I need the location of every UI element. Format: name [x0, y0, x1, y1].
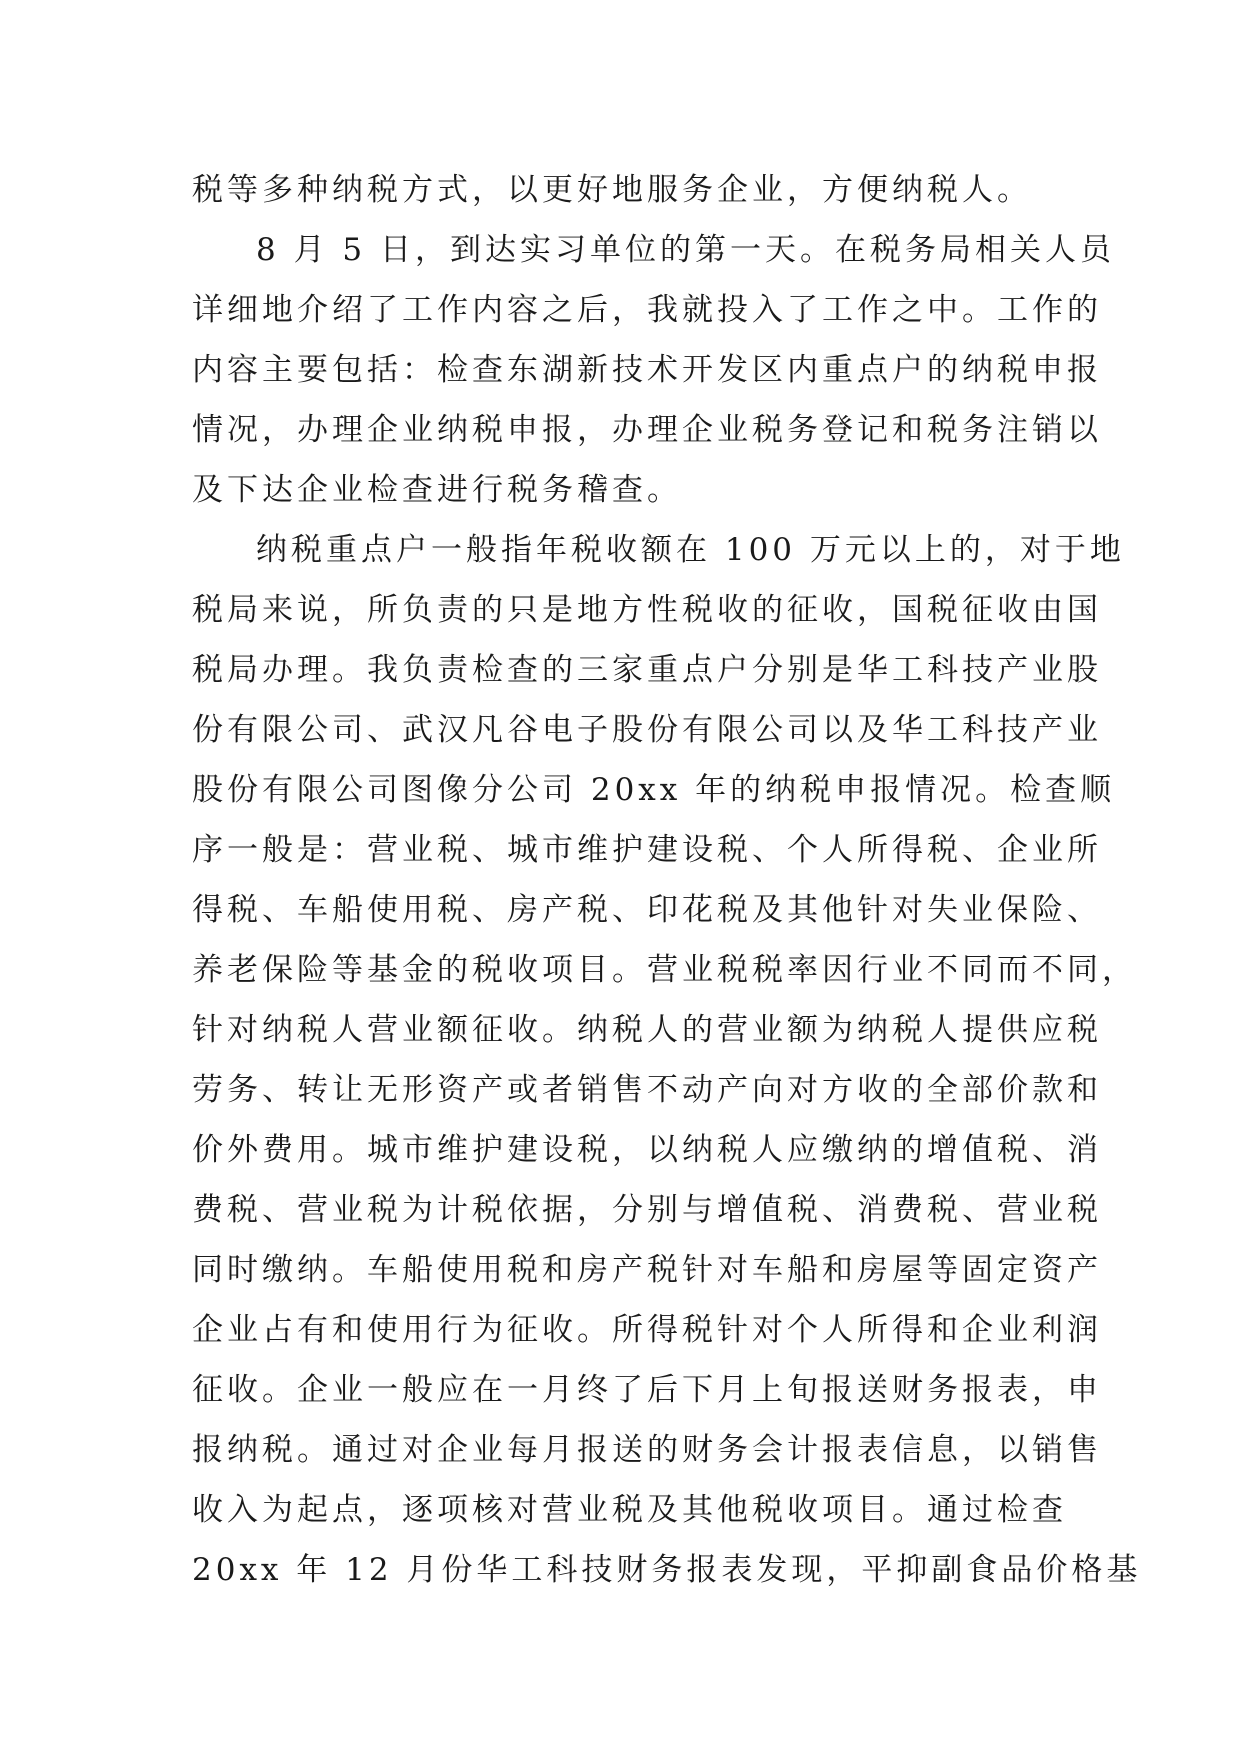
paragraph-line: 股份有限公司图像分公司 20xx 年的纳税申报情况。检查顺 [192, 772, 1116, 808]
paragraph-line: 得税、车船使用税、房产税、印花税及其他针对失业保险、 [192, 892, 1102, 928]
paragraph-line: 内容主要包括：检查东湖新技术开发区内重点户的纳税申报 [192, 352, 1102, 388]
paragraph-line: 报纳税。通过对企业每月报送的财务会计报表信息，以销售 [192, 1432, 1102, 1468]
paragraph-line: 价外费用。城市维护建设税，以纳税人应缴纳的增值税、消 [192, 1132, 1102, 1168]
paragraph-line: 详细地介绍了工作内容之后，我就投入了工作之中。工作的 [192, 292, 1102, 328]
paragraph-line: 针对纳税人营业额征收。纳税人的营业额为纳税人提供应税 [192, 1012, 1102, 1048]
document-body [192, 160, 1142, 1600]
paragraph-line: 纳税重点户一般指年税收额在 100 万元以上的，对于地 [256, 532, 1125, 568]
paragraph-line: 及下达企业检查进行税务稽查。 [192, 472, 682, 508]
paragraph-line: 劳务、转让无形资产或者销售不动产向对方收的全部价款和 [192, 1072, 1102, 1108]
paragraph-line: 征收。企业一般应在一月终了后下月上旬报送财务报表，申 [192, 1372, 1102, 1408]
paragraph-line: 8 月 5 日，到达实习单位的第一天。在税务局相关人员 [256, 232, 1116, 268]
paragraph-line: 税等多种纳税方式，以更好地服务企业，方便纳税人。 [192, 172, 1032, 208]
paragraph-line: 企业占有和使用行为征收。所得税针对个人所得和企业利润 [192, 1312, 1102, 1348]
paragraph-line: 费税、营业税为计税依据，分别与增值税、消费税、营业税 [192, 1192, 1102, 1228]
paragraph-line: 税局来说，所负责的只是地方性税收的征收，国税征收由国 [192, 592, 1102, 628]
paragraph-line: 情况，办理企业纳税申报，办理企业税务登记和税务注销以 [192, 412, 1102, 448]
paragraph-line: 序一般是：营业税、城市维护建设税、个人所得税、企业所 [192, 832, 1102, 868]
paragraph-line: 养老保险等基金的税收项目。营业税税率因行业不同而不同， [192, 952, 1137, 988]
paragraph-line: 份有限公司、武汉凡谷电子股份有限公司以及华工科技产业 [192, 712, 1102, 748]
paragraph-line: 20xx 年 12 月份华工科技财务报表发现，平抑副食品价格基 [192, 1552, 1142, 1588]
paragraph-line: 税局办理。我负责检查的三家重点户分别是华工科技产业股 [192, 652, 1102, 688]
paragraph-line: 同时缴纳。车船使用税和房产税针对车船和房屋等固定资产 [192, 1252, 1102, 1288]
paragraph-line: 收入为起点，逐项核对营业税及其他税收项目。通过检查 [192, 1492, 1067, 1528]
